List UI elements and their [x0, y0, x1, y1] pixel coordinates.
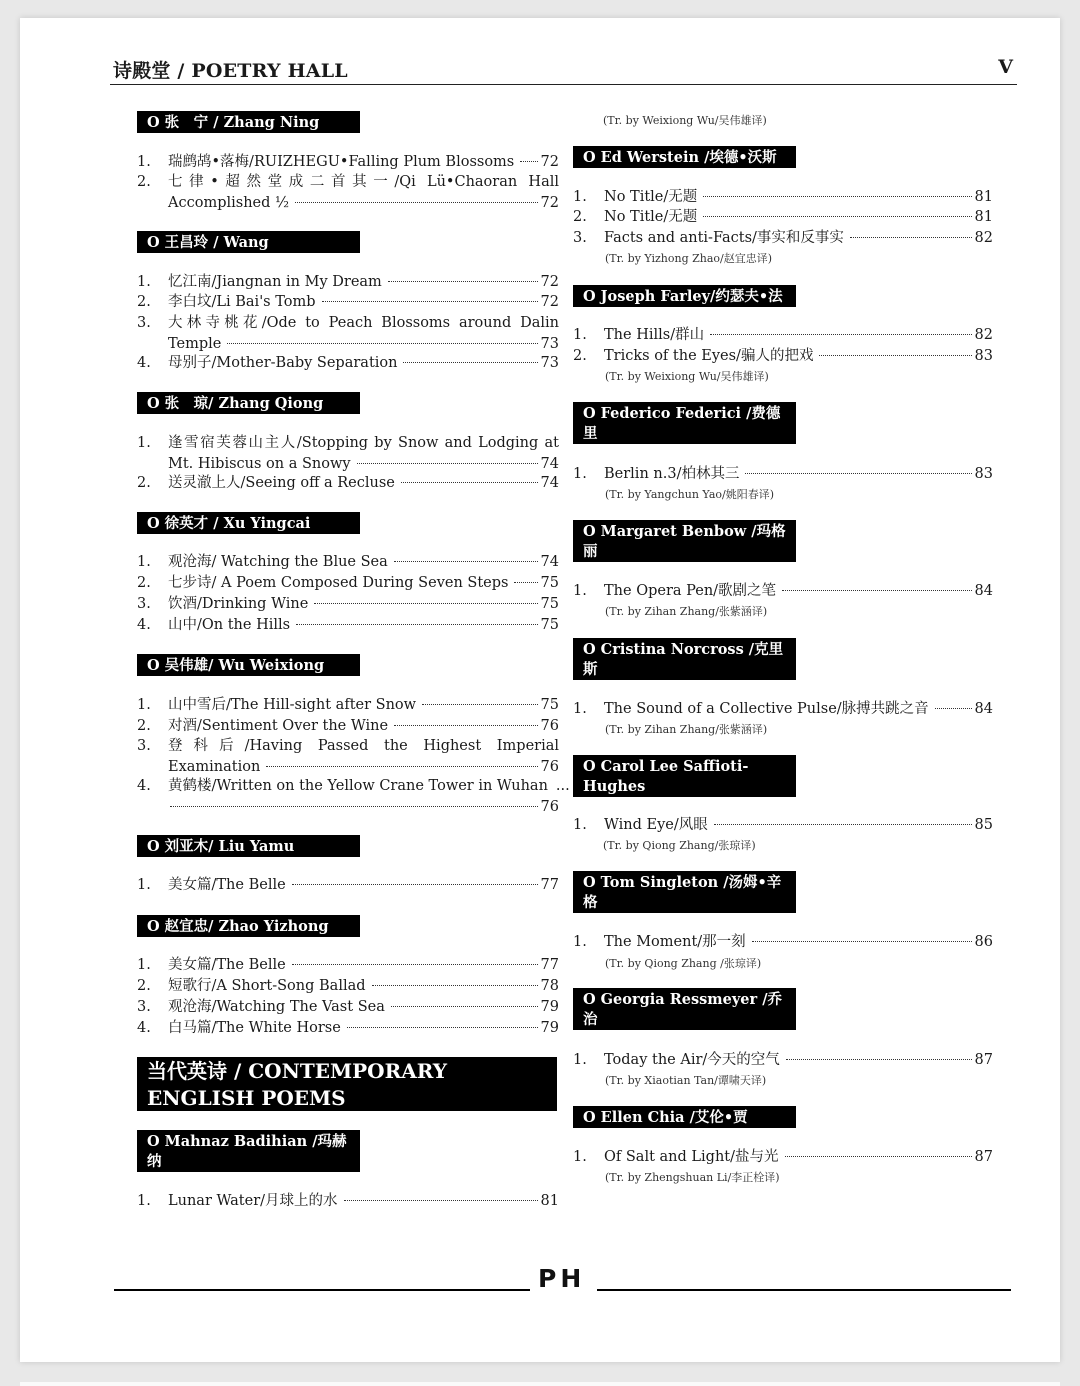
- entry-number: 2.: [137, 475, 151, 491]
- footer-rule-right: [597, 1289, 1011, 1291]
- toc-entry: [573, 699, 993, 720]
- toc-entry: [137, 776, 570, 817]
- toc-entry: [573, 464, 993, 485]
- entry-title: 李白坟/Li Bai's Tomb: [168, 294, 316, 310]
- toc-entry: [573, 207, 993, 228]
- next-page-edge: [20, 1382, 1060, 1386]
- entry-number: 2.: [137, 294, 151, 310]
- entry-number: 1.: [137, 957, 151, 973]
- toc-entry: [137, 695, 559, 716]
- translator-note: (Tr. by Weixiong Wu/吴伟雄译): [603, 114, 767, 127]
- entry-page: 83: [974, 348, 993, 364]
- entry-page: 72: [540, 194, 559, 211]
- entry-page: 86: [974, 934, 993, 950]
- toc-entry: [137, 292, 559, 313]
- toc-entry: [137, 736, 559, 777]
- entry-number: 4.: [137, 1020, 151, 1036]
- entry-number: 1.: [573, 1149, 587, 1165]
- entry-page: 84: [974, 583, 993, 599]
- entry-title: Berlin n.3/柏林其三: [604, 466, 740, 482]
- footer-rule-left: [114, 1289, 530, 1291]
- entry-title: 观沧海/Watching The Vast Sea: [168, 999, 385, 1015]
- entry-title: Examination: [168, 758, 261, 775]
- entry-title: 美女篇/The Belle: [168, 877, 286, 893]
- entry-page: 74: [540, 455, 559, 472]
- entry-page: 81: [974, 189, 993, 205]
- entry-title-line1: 登科后/Having Passed the Highest Imperial: [168, 738, 559, 754]
- section-carol-lee-saffioti-hughes: O Carol Lee Saffioti-Hughes /卡罗尔•李•萨菲奥蒂•休斯: [573, 755, 796, 797]
- toc-entry: [573, 1050, 993, 1071]
- entry-page: 81: [974, 209, 993, 225]
- entry-title: Today the Air/今天的空气: [604, 1052, 780, 1068]
- section-georgia-ressmeyer: O Georgia Ressmeyer /乔治 亚•雷斯梅尔: [573, 988, 796, 1030]
- entry-title: 美女篇/The Belle: [168, 957, 286, 973]
- entry-page: 73: [540, 355, 559, 371]
- entry-page: 79: [540, 1020, 559, 1036]
- section-zhang-qiong: O 张 琼/ Zhang Qiong: [137, 392, 360, 414]
- toc-entry: [137, 552, 559, 573]
- entry-page: 74: [540, 554, 559, 570]
- entry-page: 75: [540, 617, 559, 633]
- entry-number: 2.: [137, 718, 151, 734]
- toc-entry: [137, 433, 559, 474]
- entry-number: 2.: [137, 174, 151, 190]
- section-joseph-farley: O Joseph Farley/约瑟夫•法利: [573, 285, 796, 307]
- entry-page: 83: [974, 466, 993, 482]
- toc-entry: [573, 1147, 993, 1168]
- toc-entry: [137, 172, 559, 213]
- entry-page: 85: [974, 817, 993, 833]
- entry-page: 87: [974, 1149, 993, 1165]
- entry-number: 1.: [573, 817, 587, 833]
- entry-page: 81: [540, 1193, 559, 1209]
- entry-number: 2.: [573, 209, 587, 225]
- toc-entry: [573, 815, 993, 836]
- entry-title: The Hills/群山: [604, 327, 705, 343]
- toc-entry: [137, 152, 559, 173]
- entry-title: Temple: [168, 335, 222, 352]
- entry-title: Mt. Hibiscus on a Snowy: [168, 455, 351, 472]
- entry-page: 78: [540, 978, 559, 994]
- entry-number: 1.: [137, 435, 151, 451]
- entry-number: 4.: [137, 617, 151, 633]
- toc-entry: [573, 346, 993, 367]
- translator-note: (Tr. by Xiaotian Tan/谭啸天译): [605, 1074, 767, 1087]
- entry-title: The Opera Pen/歌剧之笔: [604, 583, 777, 599]
- entry-number: 1.: [573, 466, 587, 482]
- entry-page: 76: [540, 718, 559, 734]
- entry-number: 1.: [137, 554, 151, 570]
- entry-title: 观沧海/ Watching the Blue Sea: [168, 554, 388, 570]
- toc-entry: [137, 716, 559, 737]
- toc-entry: [573, 228, 993, 249]
- entry-title: Facts and anti-Facts/事实和反事实: [604, 230, 844, 246]
- entry-title-line1: 逢雪宿芙蓉山主人/Stopping by Snow and Lodging at: [168, 435, 559, 451]
- translator-note: (Tr. by Zihan Zhang/张紫涵译): [605, 723, 768, 736]
- toc-entry: [137, 997, 559, 1018]
- toc-entry: [137, 473, 559, 494]
- toc-entry: [137, 1191, 559, 1212]
- entry-title: No Title/无题: [604, 189, 698, 205]
- entry-page: 75: [540, 596, 559, 612]
- entry-number: 1.: [573, 1052, 587, 1068]
- entry-page: 79: [540, 999, 559, 1015]
- entry-title-line1: 大林寺桃花/Ode to Peach Blossoms around Dalin: [168, 315, 559, 331]
- entry-title: 母别子/Mother-Baby Separation: [168, 355, 398, 371]
- entry-number: 1.: [137, 877, 151, 893]
- toc-entry: [573, 932, 993, 953]
- toc-entry: [137, 272, 559, 293]
- entry-title: 瑞鹧鸪•落梅/RUIZHEGU•Falling Plum Blossoms: [168, 154, 515, 170]
- section-cristina-norcross: O Cristina Norcross /克里斯 蒂娜•诺克罗斯: [573, 638, 796, 680]
- translator-note: (Tr. by Zhengshuan Li/李正栓译): [605, 1171, 780, 1184]
- journal-title: 诗殿堂 / POETRY HALL: [113, 60, 348, 82]
- page-number: V: [998, 56, 1013, 78]
- section-tom-singleton: O Tom Singleton /汤姆•辛格 尔顿: [573, 871, 796, 913]
- section-wu-weixiong: O 吴伟雄/ Wu Weixiong: [137, 654, 360, 676]
- toc-entry: [137, 353, 559, 374]
- toc-entry: [137, 573, 559, 594]
- entry-title: No Title/无题: [604, 209, 698, 225]
- entry-number: 1.: [137, 697, 151, 713]
- toc-entry: [573, 581, 993, 602]
- translator-note: (Tr. by Weixiong Wu/吴伟雄译): [605, 370, 769, 383]
- entry-page: 77: [540, 877, 559, 893]
- entry-title: The Moment/那一刻: [604, 934, 746, 950]
- entry-number: 2.: [137, 978, 151, 994]
- toc-entry: [137, 976, 559, 997]
- entry-title: 短歌行/A Short-Song Ballad: [168, 978, 366, 994]
- section-margaret-benbow: O Margaret Benbow /玛格丽 特•本博: [573, 520, 796, 562]
- entry-page: 74: [540, 475, 559, 491]
- entry-title: 送灵澈上人/Seeing off a Recluse: [168, 475, 395, 491]
- translator-note: (Tr. by Qiong Zhang/张琼译): [603, 839, 756, 852]
- translator-note: (Tr. by Zihan Zhang/张紫涵译): [605, 605, 768, 618]
- translator-note: (Tr. by Qiong Zhang /张琼译): [605, 957, 762, 970]
- page-header: [110, 56, 1017, 85]
- entry-number: 3.: [573, 230, 587, 246]
- entry-number: 4.: [137, 778, 151, 794]
- section-zhang-ning: O 张 宁 / Zhang Ning: [137, 111, 360, 133]
- section-liu-yamu: O 刘亚木/ Liu Yamu: [137, 835, 360, 857]
- entry-page: 75: [540, 697, 559, 713]
- entry-number: 1.: [573, 327, 587, 343]
- translator-note: (Tr. by Yangchun Yao/姚阳春译): [605, 488, 775, 501]
- entry-page: 72: [540, 274, 559, 290]
- section-ellen-chia: O Ellen Chia /艾伦•贾: [573, 1106, 796, 1128]
- entry-title: 忆江南/Jiangnan in My Dream: [168, 274, 382, 290]
- section-contemporary-english-poems: 当代英诗 / CONTEMPORARY ENGLISH POEMS: [137, 1057, 557, 1111]
- entry-title: 黄鹤楼/Written on the Yellow Crane Tower in Wuhan: [168, 778, 548, 794]
- entry-number: 3.: [137, 999, 151, 1015]
- toc-entry: [137, 955, 559, 976]
- entry-title: 对酒/Sentiment Over the Wine: [168, 718, 389, 734]
- translator-note: (Tr. by Yizhong Zhao/赵宜忠译): [605, 252, 773, 265]
- toc-entry: [573, 325, 993, 346]
- entry-number: 1.: [137, 1193, 151, 1209]
- entry-title: Accomplished ½: [168, 194, 290, 211]
- entry-number: 3.: [137, 315, 151, 331]
- toc-entry: [137, 615, 559, 636]
- entry-title-line1: 七律•超然堂成二首其一/Qi Lü•Chaoran Hall: [168, 174, 559, 190]
- toc-entry: [137, 1018, 559, 1039]
- entry-title: Of Salt and Light/盐与光: [604, 1149, 779, 1165]
- entry-number: 1.: [573, 583, 587, 599]
- entry-title: Wind Eye/风眼: [604, 817, 708, 833]
- entry-title: 山中/On the Hills: [168, 617, 291, 633]
- entry-page: 82: [974, 327, 993, 343]
- entry-page: 73: [540, 335, 559, 352]
- entry-number: 1.: [573, 934, 587, 950]
- entry-number: 1.: [137, 154, 151, 170]
- section-xu-yingcai: O 徐英才 / Xu Yingcai: [137, 512, 360, 534]
- entry-title: 七步诗/ A Poem Composed During Seven Steps: [168, 575, 509, 591]
- entry-title: 白马篇/The White Horse: [168, 1020, 341, 1036]
- entry-number: 2.: [137, 575, 151, 591]
- entry-title: The Sound of a Collective Pulse/脉搏共跳之音: [604, 701, 929, 717]
- entry-number: 3.: [137, 596, 151, 612]
- toc-entry: [137, 313, 559, 354]
- entry-title: 山中雪后/The Hill-sight after Snow: [168, 697, 417, 713]
- entry-page: 76: [540, 758, 559, 775]
- footer-logo: PH: [538, 1264, 586, 1293]
- entry-title: Tricks of the Eyes/骗人的把戏: [604, 348, 814, 364]
- entry-page: 82: [974, 230, 993, 246]
- entry-title: 饮酒/Drinking Wine: [168, 596, 309, 612]
- entry-page: 76: [540, 798, 559, 815]
- section-ed-werstein: O Ed Werstein /埃德•沃斯坦: [573, 146, 796, 168]
- section-mahnaz-badihian: O Mahnaz Badihian /玛赫纳 兹•巴迪希安: [137, 1130, 360, 1172]
- entry-number: 4.: [137, 355, 151, 371]
- entry-page: 84: [974, 701, 993, 717]
- toc-entry: [137, 875, 559, 896]
- entry-page: 75: [540, 575, 559, 591]
- entry-ellipsis: ...: [555, 778, 570, 794]
- entry-number: 3.: [137, 738, 151, 754]
- entry-number: 1.: [573, 189, 587, 205]
- entry-title: Lunar Water/月球上的水: [168, 1193, 338, 1209]
- entry-page: 72: [540, 294, 559, 310]
- section-zhao-yizhong: O 赵宜忠/ Zhao Yizhong: [137, 915, 360, 937]
- entry-number: 1.: [573, 701, 587, 717]
- toc-entry: [137, 594, 559, 615]
- entry-number: 2.: [573, 348, 587, 364]
- section-federico-federici: O Federico Federici /费德里 科•费德里奇: [573, 402, 796, 444]
- section-wang-changling: O 王昌玲 / Wang Changling: [137, 231, 360, 253]
- entry-page: 87: [974, 1052, 993, 1068]
- toc-entry: [573, 187, 993, 208]
- entry-page: 72: [540, 154, 559, 170]
- entry-number: 1.: [137, 274, 151, 290]
- entry-page: 77: [540, 957, 559, 973]
